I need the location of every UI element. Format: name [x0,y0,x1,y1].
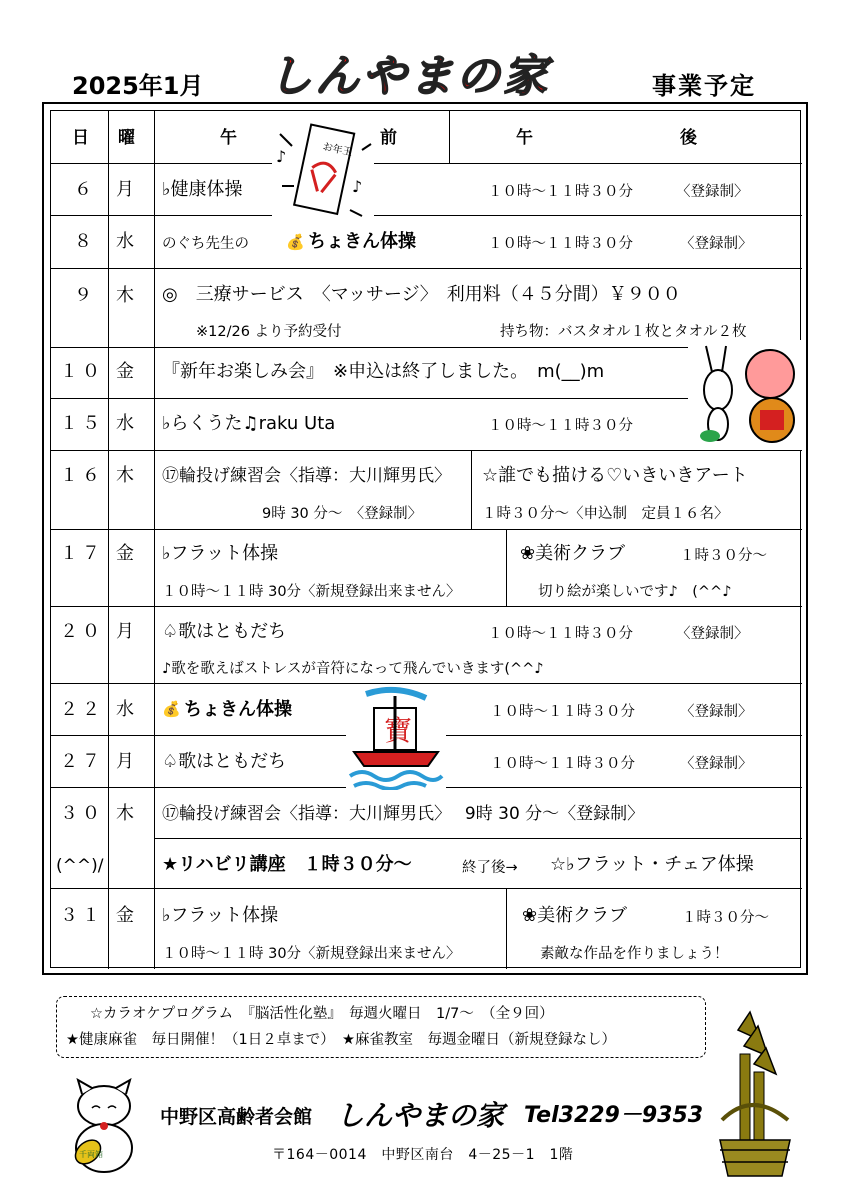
time-22: １０時～１１時３０分 [490,704,635,720]
header-am-1: 午 [220,128,237,148]
day-22: ２２ [60,699,104,720]
event-31-right-sub: 素敵な作品を作りましょう！ [540,946,729,962]
weekday-16: 木 [116,465,138,486]
day-15: １５ [60,413,104,434]
day-16: １６ [60,465,104,486]
event-17-right: ❀美術クラブ [520,543,626,564]
note-8: 〈登録制〉 [680,236,753,252]
header-pm-1: 午 [516,128,533,148]
envelope-label: お年玉 [321,141,354,159]
note-6: 〈登録制〉 [676,184,749,200]
event-16-right-sub: １時３０分～〈申込制 定員１６名〉 [482,506,729,522]
time-27: １０時～１１時３０分 [490,756,635,772]
event-9-sub1: ※12/26 より予約受付 [196,324,342,340]
event-30-sub: ★リハビリ講座 １時３０分～ [162,854,412,875]
event-17-right-sub: 切り絵が楽しいです♪ (^^♪ [538,584,732,600]
notes-karaoke: ☆カラオケプログラム 『脳活性化塾』 毎週火曜日 1/7～ （全９回） [90,1006,554,1022]
event-30-right: ☆♭フラット・チェア体操 [550,854,754,875]
note-20: 〈登録制〉 [676,626,749,642]
schedule-subtitle: 事業予定 [652,72,756,100]
day-9: ９ [74,285,96,306]
weekday-10: 金 [116,361,138,382]
header-day: 日 [72,128,89,148]
otoshidama-envelope-icon [272,120,374,220]
notes-mahjong: ★健康麻雀 毎日開催！（1日２卓まで） ★麻雀教室 毎週金曜日（新規登録なし） [66,1032,616,1048]
day-30: ３０ [60,803,104,824]
event-20-sub: ♪歌を歌えばストレスが音符になって飛んでいきます(^^♪ [162,661,544,677]
event-16-left: ⑰輪投げ練習会〈指導：大川輝男氏〉 [162,466,451,486]
day-20: ２０ [60,621,104,642]
day-17: １７ [60,543,104,564]
time-6: １０時～１１時３０分 [488,184,633,200]
event-10: 『新年お楽しみ会』 ※申込は終了しました。 m(__)m [162,361,605,382]
day-6: ６ [74,179,96,200]
weekday-31: 金 [116,905,138,926]
time-15: １０時～１１時３０分 [488,418,633,434]
event-9-sub2: 持ち物：バスタオル１枚とタオル２枚 [500,324,747,340]
facility-title: しんやまの家 [268,51,550,102]
day-27: ２７ [60,751,104,772]
weekday-15: 水 [116,413,138,434]
footer-org: 中野区高齢者会館 [160,1106,313,1128]
event-9: ◎ 三療サービス 〈マッサージ〉 利用料（４５分間）￥９００ [162,284,681,305]
weekday-9: 木 [116,285,138,306]
day-8: ８ [74,231,96,252]
event-31-right: ❀美術クラブ [522,905,628,926]
event-8: ちょきん体操 [308,231,416,252]
treasure-ship-illustration [346,686,446,790]
day-10: １０ [60,361,104,382]
weekday-22: 水 [116,699,138,720]
footer-tel: Tel3229－9353 [524,1103,704,1128]
kadomatsu-illustration [714,1010,796,1180]
event-17-left: ♭フラット体操 [162,543,279,564]
schedule-month: 2025年1月 [72,72,204,100]
header-weekday: 曜 [118,128,135,148]
header-pm-2: 後 [680,128,697,148]
money-bag-icon: 💰 [162,700,181,718]
event-15: ♭らくうた♫raku Uta [162,413,336,434]
event-20: ♤歌はともだち [162,621,287,642]
event-16-right: ☆誰でも描ける♡いきいきアート [482,465,748,486]
event-31-left: ♭フラット体操 [162,905,279,926]
svg-text:寶: 寶 [384,714,413,747]
coin-label: 千両箱 [79,1150,103,1159]
daikoku-rabbit-illustration [688,340,806,450]
event-6: ♭健康体操 [162,179,243,200]
weekday-6: 月 [116,179,138,200]
weekday-17: 金 [116,543,138,564]
note-27: 〈登録制〉 [680,756,753,772]
svg-text:♪: ♪ [352,177,363,196]
time-20: １０時～１１時３０分 [488,626,633,642]
weekday-30: 木 [116,803,138,824]
event-16-left-sub: 9時 30 分～ 〈登録制〉 [262,506,423,522]
time-8: １０時～１１時３０分 [488,236,633,252]
event-17-left-sub: １０時～１１時 30分〈新規登録出来ません〉 [162,584,461,600]
event-22: ちょきん体操 [184,699,292,720]
event-30: ⑰輪投げ練習会〈指導：大川輝男氏〉 9時 30 分～〈登録制〉 [162,804,645,824]
footer-name: しんやまの家 [336,1099,505,1132]
weekday-20: 月 [116,621,138,642]
header-am-2: 前 [380,128,397,148]
footer-address: 〒164－0014 中野区南台 4－25－1 1階 [272,1147,574,1163]
note-22: 〈登録制〉 [680,704,753,720]
event-17-right-time: １時３０分～ [680,548,767,564]
money-bag-icon: 💰 [286,233,305,251]
day-30-emoticon: (^^)/ [56,856,104,876]
event-27: ♤歌はともだち [162,751,287,772]
maneki-neko-illustration [64,1078,142,1174]
svg-text:♪: ♪ [276,147,287,166]
weekday-8: 水 [116,231,138,252]
day-31: ３１ [60,905,104,926]
event-31-left-sub: １０時～１１時 30分〈新規登録出来ません〉 [162,946,461,962]
weekday-27: 月 [116,751,138,772]
event-8-prefix: のぐち先生の [162,236,249,252]
event-31-right-time: １時３０分～ [682,910,769,926]
event-30-after: 終了後→ [462,860,518,876]
